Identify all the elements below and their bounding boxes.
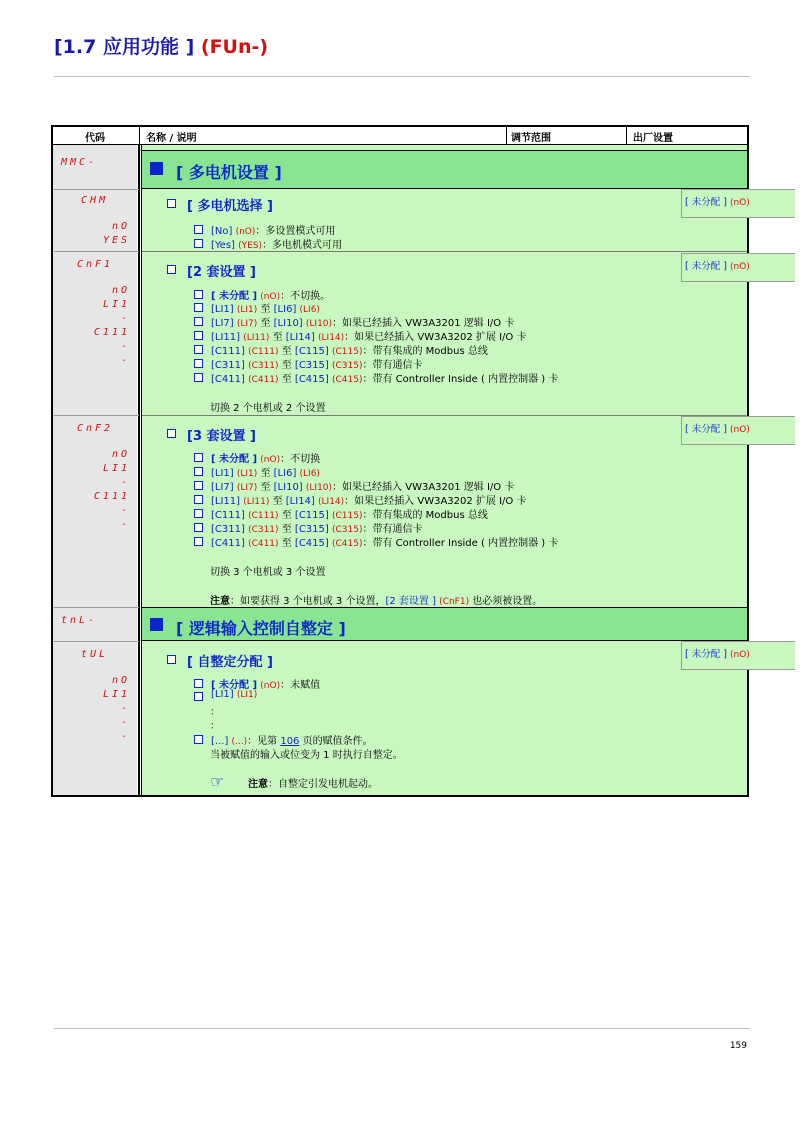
- opt-code: nO: [111, 285, 130, 296]
- page-number: 159: [729, 1041, 747, 1051]
- factory-setting-cnf1: [ 未分配 ] (nO): [681, 253, 795, 282]
- opt-code: -: [120, 355, 130, 366]
- section-code-mmc: MMC-: [61, 157, 98, 168]
- opt-code: nO: [111, 675, 130, 686]
- opt-code: YES: [102, 235, 130, 246]
- note-text: 切换 3 个电机或 3 个设置: [210, 567, 326, 578]
- col-name-header: 名称 / 说明: [146, 133, 197, 144]
- section-multi-motor: [142, 150, 747, 189]
- opt-code: C111: [93, 491, 130, 502]
- note-text: 当被赋值的输入或位变为 1 时执行自整定。: [210, 750, 403, 761]
- section-autotune-logic: [142, 607, 747, 641]
- ellipsis: ：: [210, 707, 220, 718]
- factory-setting-chm: [ 未分配 ] (nO): [681, 189, 795, 218]
- col-range-header: 调节范围: [511, 133, 551, 144]
- checkbox-icon: [167, 265, 176, 274]
- opt-code: nO: [111, 449, 130, 460]
- col-factory-header: 出厂设置: [633, 133, 673, 144]
- opt-code: -: [120, 477, 130, 488]
- opt-code: LI1: [102, 299, 130, 310]
- top-rule: [54, 76, 750, 77]
- bottom-rule: [54, 1028, 750, 1029]
- param-code-tul: tUL: [81, 649, 109, 660]
- param-title-tul: [ 自整定分配 ]: [187, 655, 273, 670]
- parameter-table: 代码 名称 / 说明 调节范围 出厂设置 MMC- [ 多电机设置 ] CHM [ 多电机选择 ] [ 未分配 ] (nO) nO YES [No] (nO)：多设置模式可用 [Yes] (YES)：多电机模式可用 CnF1 [2 套设置 ] [ 未分配 ] (nO) nO LI1 - C111 - - [ 未分配 ] (nO)：不切换。 [LI1] (LI1) 至 [LI6] (LI6) [LI7] (LI7) 至 [LI10] (LI10)：如果已经插入 VW3A3201 逻辑 I/O 卡 [LI11] (LI11) 至 [LI14] (LI14)：如果已经插入 VW3A3202 扩展 I/O 卡 [C111] (C111) 至 [C115] (C115)：带有集成的 Modbus 总线 [C311] (C311) 至 [C315] (C315)：带有通信卡 [C411] (C411) 至 [C415] (C415)：带有 Controller Inside ( 内置控制器 ) 卡 切换 2 个电机或 2 个设置 CnF2 [3 套设置 ] [ 未分配 ] (nO) nO LI1 - C111 - - [ 未分配 ] (nO)：不切换 [LI1] (LI1) 至 [LI6] (LI6) [LI7] (LI7) 至 [LI10] (LI10)：如果已经插入 VW3A3201 逻辑 I/O 卡 [LI11] (LI11) 至 [LI14] (LI14)：如果已经插入 VW3A3202 扩展 I/O 卡 [C111] (C111) 至 [C115] (C115)：带有集成的 Modbus 总线 [C311] (C311) 至 [C315] (C315)：带有通信卡 [C411] (C411) 至 [C415] (C415)：带有 Controller Inside ( 内置控制器 ) 卡 切换 3 个电机或 3 个设置 注意：如要获得 3 个电机或 3 个设置，[2 套设置 ] (CnF1) 也必须被设置。 tnL- [ 逻辑输入控制自整定 ] tUL [ 自整定分配 ] [ 未分配 ] (nO) nO LI1 - - - [ 未分配 ] (nO)：未赋值 [LI1] (LI1) ： ： [...] (...)：见第 106 页的赋值条件。 当被赋值的输入或位变为 1 时执行自整定。 ☞ 注意：自整定引发电机起动。: [51, 125, 749, 797]
- section-code-tnl: tnL-: [61, 615, 98, 626]
- table-header: [53, 127, 747, 145]
- note-warning: 注意：如要获得 3 个电机或 3 个设置，[2 套设置 ] (CnF1) 也必须被设置。: [210, 596, 543, 607]
- page-link[interactable]: 106: [280, 736, 300, 747]
- checkbox-icon: [167, 429, 176, 438]
- opt-code: LI1: [102, 689, 130, 700]
- col-code-header: 代码: [85, 133, 105, 144]
- param-title-chm: [ 多电机选择 ]: [187, 199, 273, 214]
- param-code-chm: CHM: [81, 195, 109, 206]
- pointing-hand-icon: ☞: [210, 772, 225, 791]
- section-title: [ 逻辑输入控制自整定 ]: [176, 619, 346, 638]
- opt-code: C111: [93, 327, 130, 338]
- section-square-icon: [150, 618, 163, 631]
- section-title: [ 多电机设置 ]: [176, 163, 282, 182]
- opt-code: -: [120, 505, 130, 516]
- note-text: 切换 2 个电机或 2 个设置: [210, 403, 326, 414]
- opt-code: -: [120, 341, 130, 352]
- param-code-cnf1: CnF1: [77, 259, 114, 270]
- opt-code: -: [120, 731, 130, 742]
- page-title: [1.7 应用功能 ] (FUn-): [54, 36, 269, 58]
- param-title-cnf2: [3 套设置 ]: [187, 429, 256, 444]
- tip-note: 注意：自整定引发电机起动。: [248, 779, 378, 790]
- opt-code: -: [120, 703, 130, 714]
- opt-code: LI1: [102, 463, 130, 474]
- factory-setting-tul: [ 未分配 ] (nO): [681, 641, 795, 670]
- checkbox-icon: [167, 655, 176, 664]
- opt-code: -: [120, 313, 130, 324]
- param-title-cnf1: [2 套设置 ]: [187, 265, 256, 280]
- param-code-cnf2: CnF2: [77, 423, 114, 434]
- ellipsis: ：: [210, 721, 220, 732]
- section-square-icon: [150, 162, 163, 175]
- factory-setting-cnf2: [ 未分配 ] (nO): [681, 416, 795, 445]
- checkbox-icon: [167, 199, 176, 208]
- opt-code: nO: [111, 221, 130, 232]
- opt-code: -: [120, 519, 130, 530]
- opt-code: -: [120, 717, 130, 728]
